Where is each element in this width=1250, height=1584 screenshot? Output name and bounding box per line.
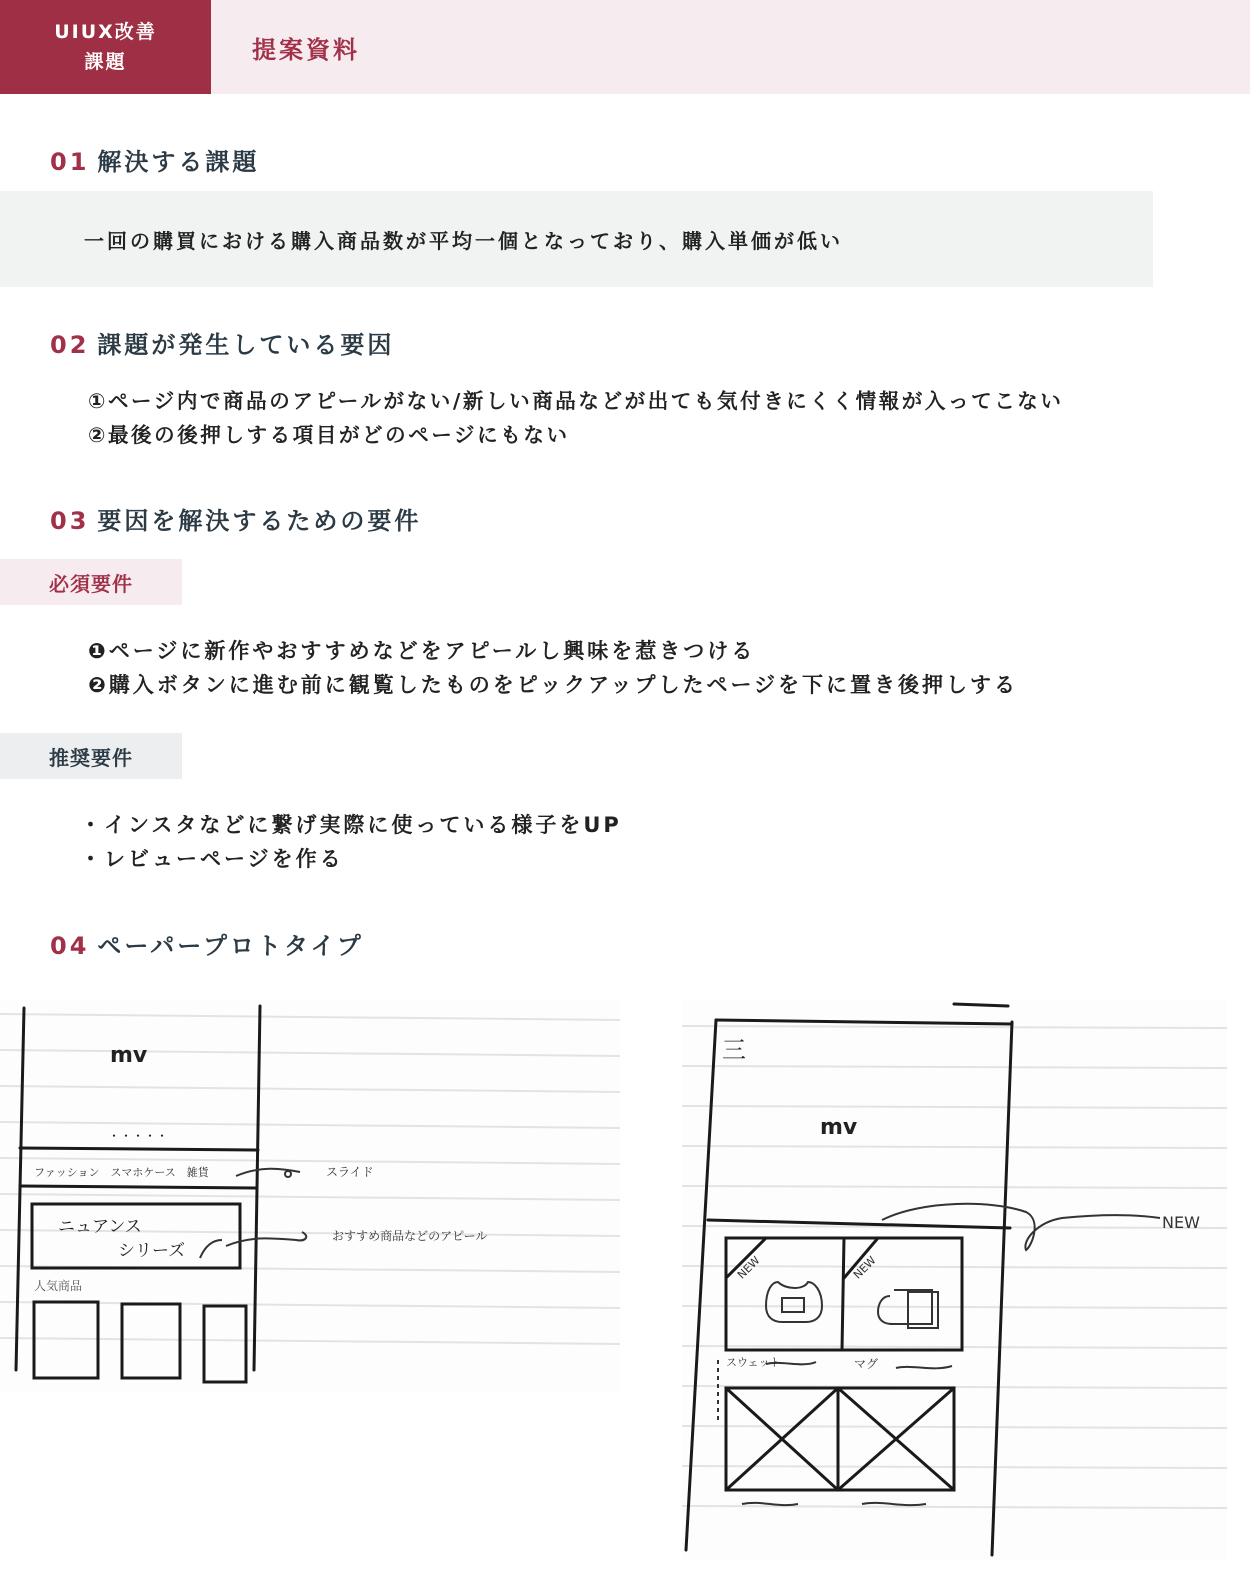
recommended-label: 推奨要件	[0, 733, 182, 779]
problem-text: 一回の購買における購入商品数が平均一個となっており、購入単価が低い	[84, 229, 843, 253]
section-3-heading	[50, 501, 421, 536]
header-tag	[0, 0, 211, 94]
cause-item-1: ①ページ内で商品のアピールがない/新しい商品などが出ても気付きにくく情報が入ってこない	[88, 389, 1064, 413]
section-2-heading	[50, 325, 394, 360]
sketch-right-item2: マグ	[854, 1357, 879, 1371]
sketch-right-item1: スウェット	[726, 1356, 781, 1369]
required-item-1: ❶ページに新作やおすすめなどをアピールし興味を惹きつける	[88, 639, 756, 663]
recommended-item-1: ・インスタなどに繋げ実際に使っている様子をUP	[80, 813, 622, 837]
sketch-left-slide-note: スライド	[326, 1165, 374, 1179]
section-4-number: 04	[50, 932, 90, 960]
recommended-list	[80, 808, 622, 876]
sketch-right-mv: mv	[820, 1115, 858, 1140]
paper-prototype-left	[0, 1000, 620, 1392]
problem-box	[0, 191, 1153, 287]
sketch-right-badge2: NEW	[850, 1253, 879, 1282]
section-1-title: 解決する課題	[97, 148, 260, 176]
required-item-2: ❷購入ボタンに進む前に観覧したものをピックアップしたページを下に置き後押しする	[88, 673, 1019, 697]
sketch-right-badge1: NEW	[734, 1253, 763, 1282]
header-title: 提案資料	[252, 36, 360, 64]
section-2-number: 02	[50, 331, 90, 359]
cause-list	[88, 384, 1064, 452]
section-3-title: 要因を解決するための要件	[97, 507, 422, 535]
sketch-left-mv: mv	[110, 1043, 148, 1068]
sketch-right-new-note: NEW	[1162, 1213, 1200, 1232]
sketch-left-banner-line2: シリーズ	[118, 1241, 186, 1261]
section-1-number: 01	[50, 148, 90, 176]
sketch-left-dots: ・・・・・	[108, 1129, 169, 1143]
sketch-left-appeal-note: おすすめ商品などのアピール	[332, 1229, 488, 1243]
recommended-item-2: ・レビューページを作る	[80, 847, 344, 871]
header-tag-line2: 課題	[84, 51, 127, 73]
required-label: 必須要件	[0, 559, 182, 605]
sketch-left-popular: 人気商品	[34, 1279, 83, 1293]
section-3-number: 03	[50, 507, 90, 535]
paper-prototype-right	[682, 1000, 1227, 1560]
section-2-title: 課題が発生している要因	[97, 331, 395, 359]
header-tag-line1: UIUX改善	[54, 21, 157, 43]
sketch-left-banner-line1: ニュアンス	[58, 1217, 142, 1237]
required-list	[88, 634, 1018, 702]
section-4-title: ペーパープロトタイプ	[97, 932, 364, 960]
section-4-heading	[50, 926, 364, 961]
section-1-heading	[50, 142, 259, 177]
menu-icon: 三	[722, 1036, 746, 1064]
cause-item-2: ②最後の後押しする項目がどのページにもない	[88, 423, 570, 447]
header-bar	[0, 0, 1250, 94]
sketch-left-categories: ファッション スマホケース 雑貨	[34, 1166, 209, 1179]
